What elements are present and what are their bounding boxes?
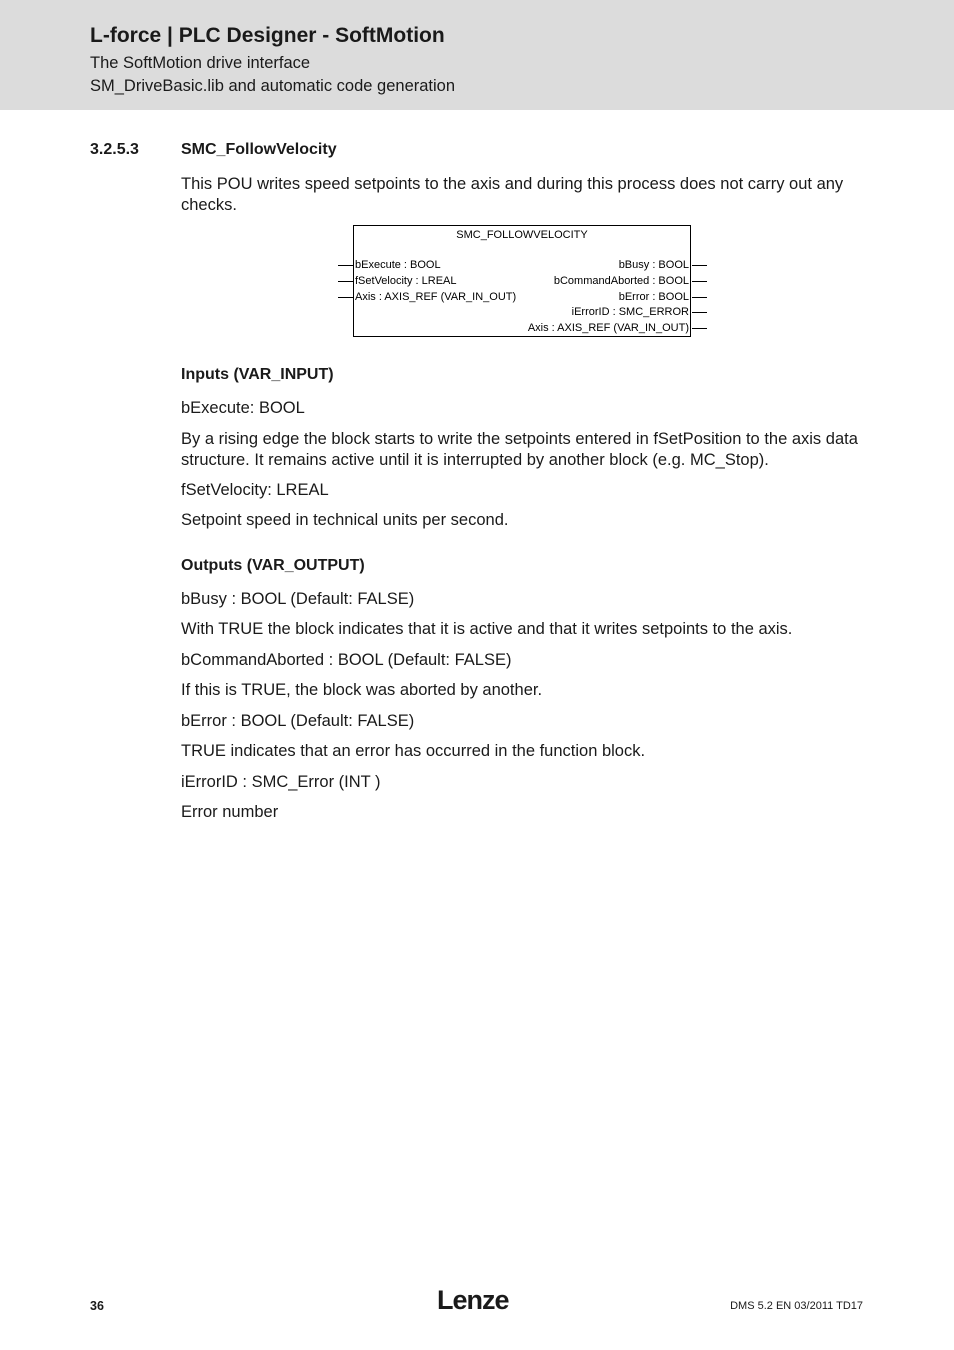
function-block-box [353, 225, 691, 337]
page-header [0, 0, 954, 110]
input-name-fsetvelocity: fSetVelocity: LREAL [181, 481, 329, 499]
output-pin-line [692, 297, 707, 298]
output-desc-berror: TRUE indicates that an error has occurred in the function block. [181, 742, 646, 760]
output-pin-line [692, 265, 707, 266]
document-id: DMS 5.2 EN 03/2011 TD17 [730, 1300, 863, 1312]
output-pin-line [692, 312, 707, 313]
page-number: 36 [90, 1299, 104, 1313]
fb-output-bbusy: bBusy : BOOL [618, 259, 689, 271]
input-name-bexecute: bExecute: BOOL [181, 399, 305, 417]
input-desc-fsetvelocity: Setpoint speed in technical units per second. [181, 511, 509, 529]
section-number: 3.2.5.3 [90, 141, 139, 158]
function-block-name: SMC_FOLLOWVELOCITY [456, 229, 588, 241]
output-pin-line [692, 281, 707, 282]
input-pin-line [338, 265, 353, 266]
output-desc-ierrorid: Error number [181, 803, 279, 821]
output-name-bbusy: bBusy : BOOL (Default: FALSE) [181, 590, 415, 608]
header-subtitle-1: The SoftMotion drive interface [90, 54, 311, 72]
section-intro: This POU writes speed setpoints to the axis and during this process does not carry out any checks. [181, 175, 844, 214]
lenze-logo [437, 1284, 517, 1319]
output-name-ierrorid: iErrorID : SMC_Error (INT ) [181, 773, 381, 791]
output-desc-bcommandaborted: If this is TRUE, the block was aborted by another. [181, 681, 543, 699]
output-name-bcommandaborted: bCommandAborted : BOOL (Default: FALSE) [181, 651, 512, 669]
header-title: L-force | PLC Designer - SoftMotion [90, 24, 445, 47]
input-desc-bexecute: By a rising edge the block starts to write the setpoints entered in fSetPosition to the axis data structure. It remains active until it is interrupted by another block (e.g. MC_Stop). [181, 430, 858, 469]
fb-output-axis: Axis : AXIS_REF (VAR_IN_OUT) [527, 322, 689, 334]
section-title: SMC_FollowVelocity [181, 141, 337, 158]
fb-input-bexecute: bExecute : BOOL [355, 259, 441, 271]
fb-output-bcommandaborted: bCommandAborted : BOOL [553, 275, 689, 287]
header-subtitle-2: SM_DriveBasic.lib and automatic code generation [90, 77, 456, 95]
output-pin-line [692, 328, 707, 329]
input-pin-line [338, 281, 353, 282]
outputs-heading: Outputs (VAR_OUTPUT) [181, 557, 365, 574]
fb-input-axis: Axis : AXIS_REF (VAR_IN_OUT) [355, 291, 517, 303]
input-pin-line [338, 297, 353, 298]
logo-text: Lenze [437, 1285, 509, 1314]
fb-output-ierrorid: iErrorID : SMC_ERROR [571, 306, 689, 318]
output-name-berror: bError : BOOL (Default: FALSE) [181, 712, 415, 730]
output-desc-bbusy: With TRUE the block indicates that it is active and that it writes setpoints to the axis. [181, 620, 793, 638]
inputs-heading: Inputs (VAR_INPUT) [181, 366, 334, 383]
fb-output-berror: bError : BOOL [618, 291, 689, 303]
fb-input-fsetvelocity: fSetVelocity : LREAL [355, 275, 457, 287]
